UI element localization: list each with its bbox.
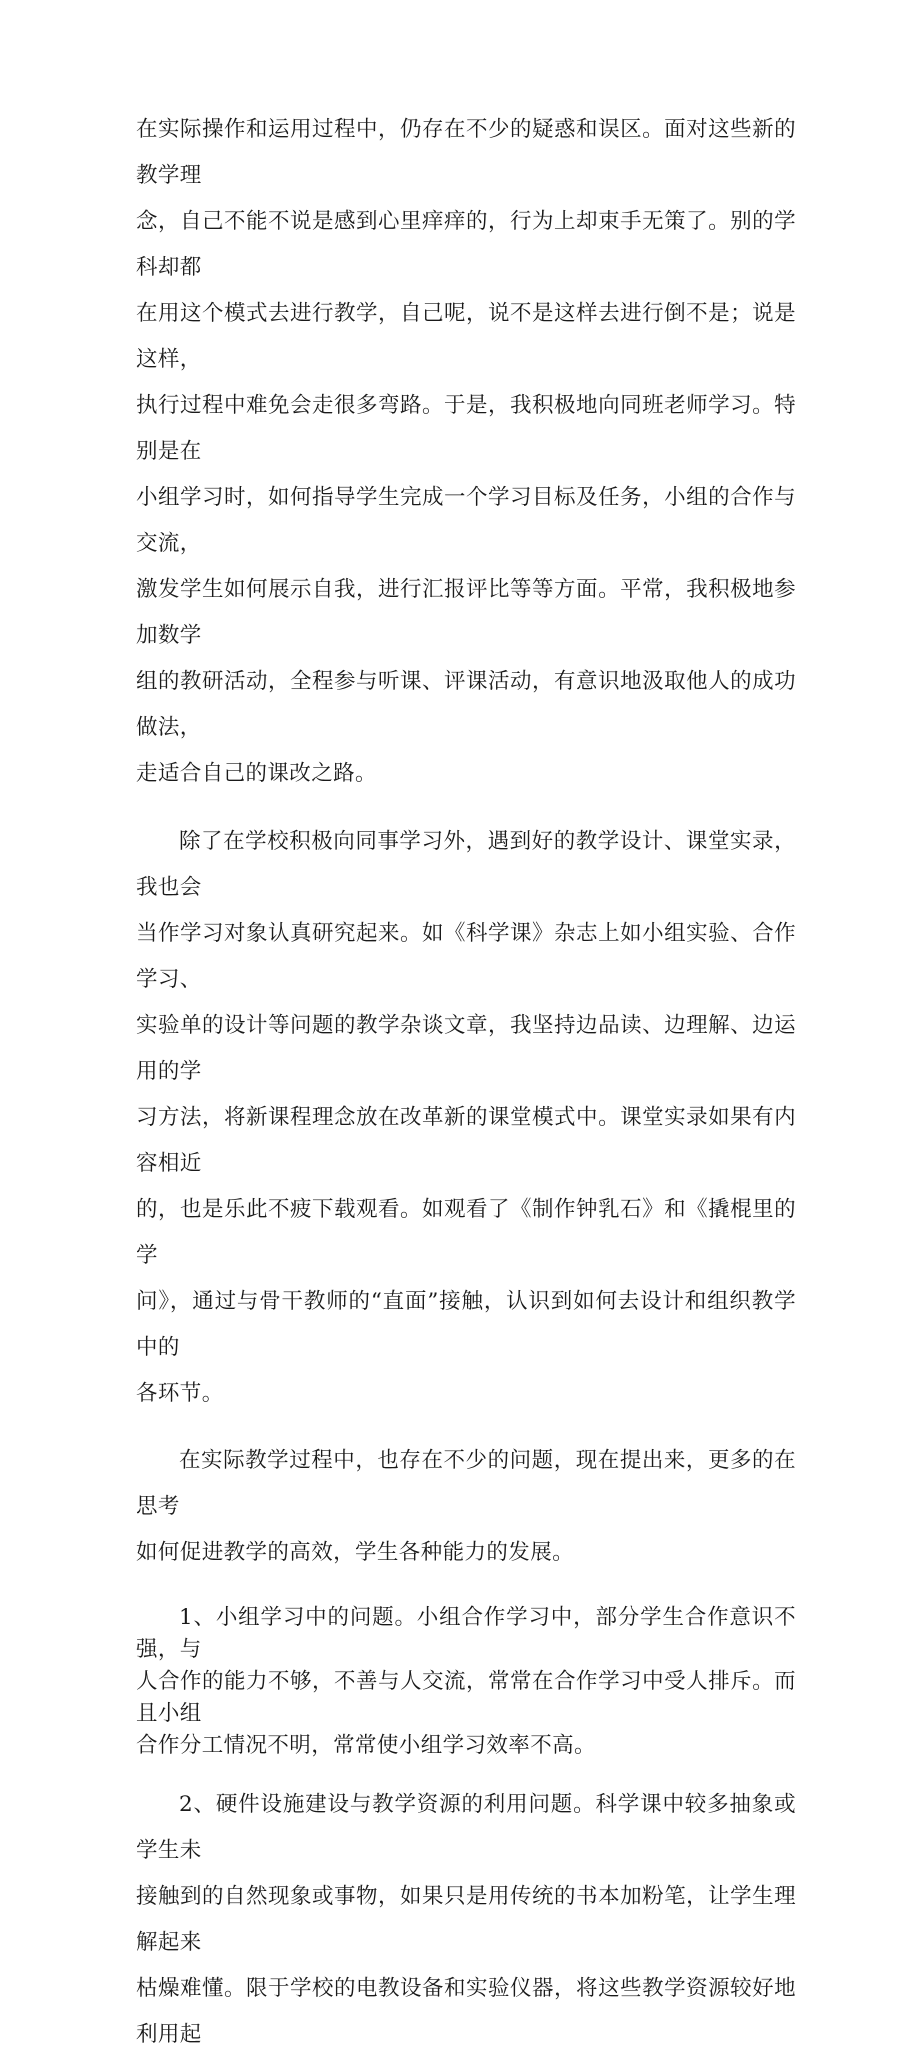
paragraph-practice-confusion: 在实际操作和运用过程中，仍存在不少的疑惑和误区。面对这些新的教学理 念，自己不能不说是感到心里痒痒的，行为上却束手无策了。别的学科却都 在用这个模式去进行教学，自己呢，说不是这样去进行倒不是；说是这样， 执行过程中难免会走很多弯路。于是，我积极地向同班老师学习。特别是在 小组学习时，如何指导学生完成一个学习目标及任务，小组的合作与交流， 激发学生如何展示自我，进行汇报评比等等方面。平常，我积极地参加数学 组的教研活动，全程参与听课、评课活动，有意识地汲取他人的成功做法， 走适合自己的课改之路。 <box>136 117 796 786</box>
paragraph-problems-intro: 在实际教学过程中，也存在不少的问题，现在提出来，更多的在思考 如何促进教学的高效，学生各种能力的发展。 <box>136 1448 796 1565</box>
paragraph-group-learning-problem: 1、小组学习中的问题。小组合作学习中，部分学生合作意识不强，与 人合作的能力不够，不善与人交流，常常在合作学习中受人排斥。而且小组 合作分工情况不明，常常使小组学习效率不高。 <box>136 1605 796 1758</box>
document-body <box>136 107 796 2058</box>
paragraph-hardware-resources-problem: 2、硬件设施建设与教学资源的利用问题。科学课中较多抽象或学生未 接触到的自然现象或事物，如果只是用传统的书本加粉笔，让学生理解起来 枯燥难懂。限于学校的电教设备和实验仪器，将这些教学资源较好地利用起 <box>136 1792 796 2047</box>
paragraph-learning-from-others: 除了在学校积极向同事学习外，遇到好的教学设计、课堂实录，我也会 当作学习对象认真研究起来。如《科学课》杂志上如小组实验、合作学习、 实验单的设计等问题的教学杂谈文章，我坚持边品读、边理解、边运用的学 习方法，将新课程理念放在改革新的课堂模式中。课堂实录如果有内容相近 的，也是乐此不疲下载观看。如观看了《制作钟乳石》和《撬棍里的学 问》，通过与骨干教师的“直面”接触，认识到如何去设计和组织教学中的 各环节。 <box>136 829 796 1406</box>
